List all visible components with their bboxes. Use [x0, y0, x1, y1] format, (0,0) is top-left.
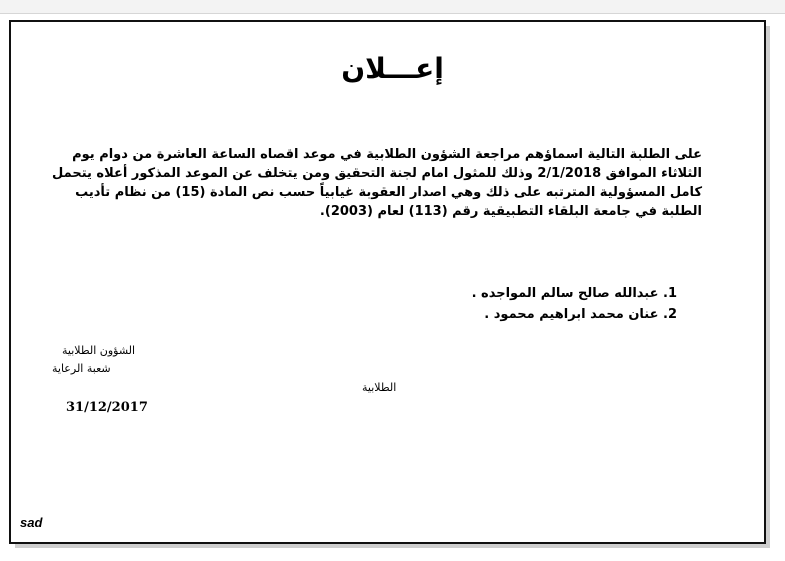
notice-page — [9, 20, 766, 544]
signature-office: الشؤون الطلابية — [62, 344, 136, 357]
signature-department: الطلابية — [362, 381, 397, 394]
footer-tag: sad — [20, 515, 43, 530]
notice-date: 31/12/2017 — [66, 400, 148, 415]
student-list — [472, 283, 677, 325]
list-item: 2. عنان محمد ابراهيم محمود . — [484, 307, 677, 322]
list-item: 1. عبدالله صالح سالم المواجده . — [471, 286, 677, 301]
notice-title: إعـــلان — [341, 52, 444, 85]
signature-section: شعبة الرعاية — [52, 362, 111, 375]
notice-body — [50, 145, 702, 221]
notice-paragraph: على الطلبة التالية اسماؤهم مراجعة الشؤون الطلابية في موعد اقصاه الساعة العاشرة من دوام يوم الثلاثاء الموافق 2/1/2018 وذلك للمثول امام لجنة التحقيق ومن يتخلف عن الموعد المذكور أعلاه يتحمل كامل المسؤولية المترتبه على ذلك وهي اصدار العقوبة غيابياً حسب نص المادة (15) من نظام تأديب الطلبة في جامعة البلقاء التطبيقية رقم (113) لعام (2003). — [52, 147, 702, 219]
viewer-top-strip — [0, 0, 785, 14]
